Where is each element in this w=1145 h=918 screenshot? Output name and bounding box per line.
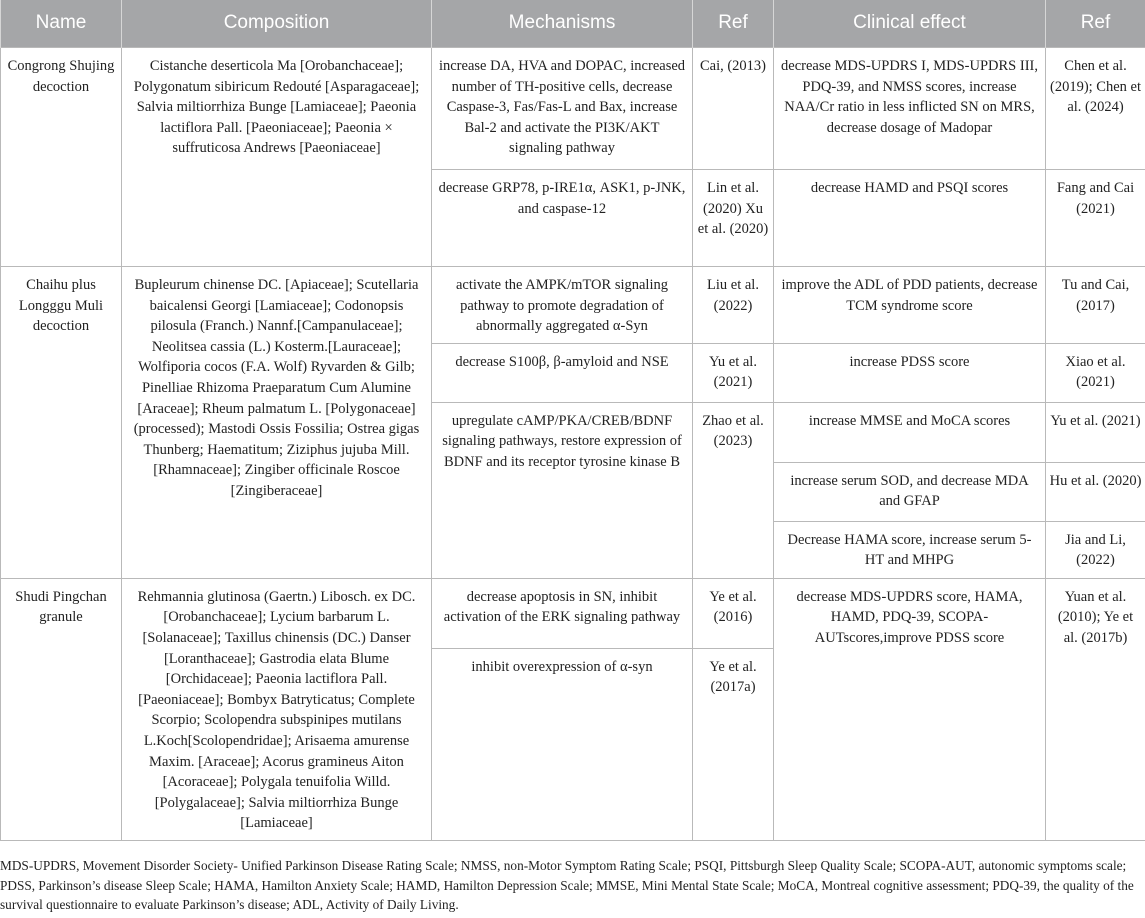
header-row	[1, 0, 1145, 48]
mechanism-cell: decrease S100β, β-amyloid and NSE	[432, 343, 693, 402]
mechanism-cell: increase DA, HVA and DOPAC, increased number of TH-positive cells, decrease Caspase-3, Fas/Fas-L and Bax, increase Bal-2 and activate the PI3K/AKT signaling pathway	[432, 48, 693, 170]
table-row	[1, 267, 1145, 344]
abbreviations-footnote: MDS-UPDRS, Movement Disorder Society- Unified Parkinson Disease Rating Scale; NMSS, non-Motor Symptom Rating Scale; PSQI, Pittsburgh Sleep Quality Scale; SCOPA-AUT, autonomic symptoms scale; PDSS, Parkinson’s disease Sleep Scale; HAMA, Hamilton Anxiety Scale; HAMD, Hamilton Depression Scale; MMSE, Mini Mental State Scale; MoCA, Montreal cognitive assessment; PDQ-39, the quality of the survival questionnaire to evaluate Parkinson’s disease; ADL, Activity of Daily Living.	[0, 858, 1134, 913]
mechanism-cell: decrease apoptosis in SN, inhibit activation of the ERK signaling pathway	[432, 578, 693, 648]
mechanism-ref-cell: Yu et al. (2021)	[693, 343, 774, 402]
header-name: Name	[1, 0, 122, 48]
mechanism-ref-cell: Ye et al. (2016)	[693, 578, 774, 648]
formula-composition: Rehmannia glutinosa (Gaertn.) Libosch. ex DC. [Orobanchaceae]; Lycium barbarum L.[Solanaceae]; Taxillus chinensis (DC.) Danser [Loranthaceae]; Gastrodia elata Blume [Orchidaceae]; Paeonia lactiflora Pall. [Paeoniaceae]; Bombyx Batryticatus; Complete Scorpio; Scolopendra subspinipes mutilans L.Koch[Scolopendridae]; Arisaema amurense Maxim. [Araceae]; Acorus gramineus Aiton [Acoraceae]; Polygala tenuifolia Willd. [Polygalaceae]; Salvia miltiorrhiza Bunge [Lamiaceae]	[122, 578, 432, 840]
clinical-effect-cell: improve the ADL of PDD patients, decrease TCM syndrome score	[774, 267, 1046, 344]
mechanism-ref-cell: Ye et al. (2017a)	[693, 648, 774, 840]
header-ref-mechanisms: Ref	[693, 0, 774, 48]
formula-composition: Bupleurum chinense DC. [Apiaceae]; Scutellaria baicalensi Georgi [Lamiaceae]; Codonopsis pilosula (Franch.) Nannf.[Campanulaceae]; Neolitsea cassia (L.) Kosterm.[Lauraceae]; Wolfiporia cocos (F.A. Wolf) Ryvarden & Gilb; Pinelliae Rhizoma Praeparatum Cum Alumine [Araceae]; Rheum palmatum L. [Polygonaceae](processed); Mastodi Ossis Fossilia; Ostrea gigas Thunberg; Haematitum; Ziziphus jujuba Mill.[Rhamnaceae]; Zingiber officinale Roscoe [Zingiberaceae]	[122, 267, 432, 579]
clinical-ref-cell: Tu and Cai, (2017)	[1046, 267, 1145, 344]
header-ref-clinical: Ref	[1046, 0, 1145, 48]
header-clinical-effect: Clinical effect	[774, 0, 1046, 48]
formula-name: Shudi Pingchan granule	[1, 578, 122, 840]
mechanism-cell: decrease GRP78, p-IRE1α, ASK1, p-JNK, and caspase-12	[432, 170, 693, 267]
mechanism-cell: inhibit overexpression of α-syn	[432, 648, 693, 840]
clinical-effect-cell: decrease MDS-UPDRS score, HAMA, HAMD, PDQ-39, SCOPA-AUTscores,improve PDSS score	[774, 578, 1046, 840]
clinical-effect-cell: Decrease HAMA score, increase serum 5-HT and MHPG	[774, 521, 1046, 578]
clinical-effect-cell: increase MMSE and MoCA scores	[774, 402, 1046, 462]
clinical-ref-cell: Hu et al. (2020)	[1046, 462, 1145, 521]
header-mechanisms: Mechanisms	[432, 0, 693, 48]
formula-name: Congrong Shujing decoction	[1, 48, 122, 267]
formula-name: Chaihu plus Longggu Muli decoction	[1, 267, 122, 579]
clinical-effect-cell: decrease MDS-UPDRS I, MDS-UPDRS III, PDQ-39, and NMSS scores, increase NAA/Cr ratio in less inflicted SN on MRS, decrease dosage of Madopar	[774, 48, 1046, 170]
clinical-ref-cell: Fang and Cai (2021)	[1046, 170, 1145, 267]
mechanism-cell: activate the AMPK/mTOR signaling pathway to promote degradation of abnormally aggregated α-Syn	[432, 267, 693, 344]
mechanism-ref-cell: Zhao et al. (2023)	[693, 402, 774, 578]
table-body	[1, 48, 1145, 841]
clinical-ref-cell: Xiao et al. (2021)	[1046, 343, 1145, 402]
mechanism-ref-cell: Liu et al. (2022)	[693, 267, 774, 344]
clinical-effect-cell: increase serum SOD, and decrease MDA and GFAP	[774, 462, 1046, 521]
table-row	[1, 48, 1145, 170]
clinical-ref-cell: Yuan et al. (2010); Ye et al. (2017b)	[1046, 578, 1145, 840]
header-composition: Composition	[122, 0, 432, 48]
mechanism-ref-cell: Lin et al. (2020) Xu et al. (2020)	[693, 170, 774, 267]
clinical-effect-cell: decrease HAMD and PSQI scores	[774, 170, 1046, 267]
clinical-effect-cell: increase PDSS score	[774, 343, 1046, 402]
table-row	[1, 578, 1145, 648]
clinical-ref-cell: Chen et al. (2019); Chen et al. (2024)	[1046, 48, 1145, 170]
mechanism-cell: upregulate cAMP/PKA/CREB/BDNF signaling pathways, restore expression of BDNF and its receptor tyrosine kinase B	[432, 402, 693, 578]
clinical-ref-cell: Yu et al. (2021)	[1046, 402, 1145, 462]
formula-composition: Cistanche deserticola Ma [Orobanchaceae]; Polygonatum sibiricum Redouté [Asparagaceae]; Salvia miltiorrhiza Bunge [Lamiaceae]; Paeonia lactiflora Pall. [Paeoniaceae]; Paeonia × suffruticosa Andrews [Paeoniaceae]	[122, 48, 432, 267]
clinical-ref-cell: Jia and Li, (2022)	[1046, 521, 1145, 578]
mechanism-ref-cell: Cai, (2013)	[693, 48, 774, 170]
